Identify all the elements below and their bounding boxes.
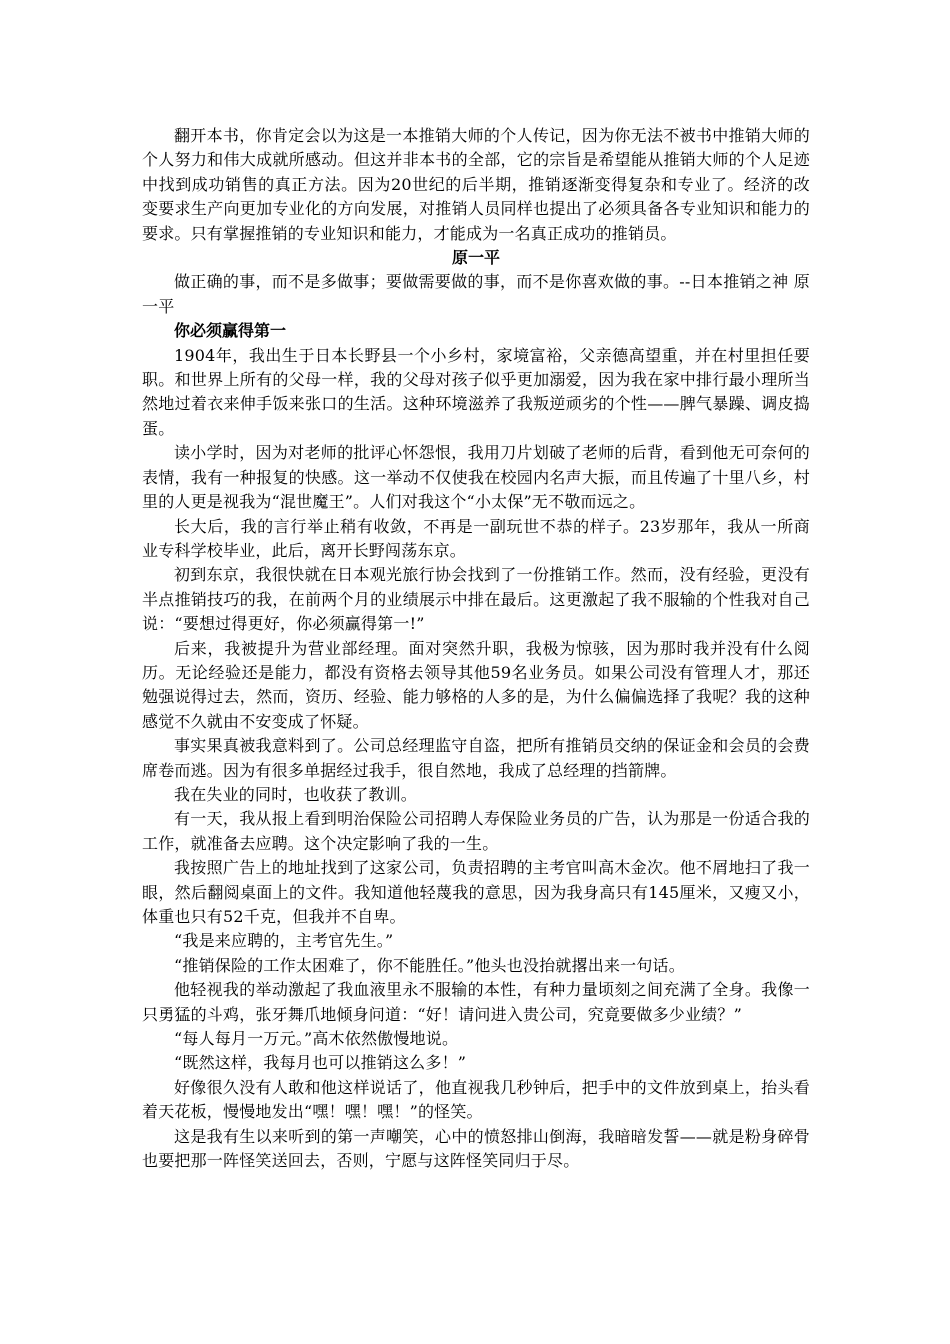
body-paragraph: 好像很久没有人敢和他这样说话了，他直视我几秒钟后，把手中的文件放到桌上，抬头看着天花板，慢慢地发出“嘿！嘿！嘿！”的怪笑。 [142,1077,810,1122]
author-heading: 原一平 [451,248,500,268]
body-paragraph: 他轻视我的举动激起了我血液里永不服输的本性，有种力量顷刻之间充满了全身。我像一只勇猛的斗鸡，张牙舞爪地倾身问道：“好！请问进入贵公司，究竟要做多少业绩？” [142,980,810,1024]
body-paragraph: 1904年，我出生于日本长野县一个小乡村，家境富裕，父亲德高望重，并在村里担任要职。和世界上所有的父母一样，我的父母对孩子似乎更加溺爱，因为我在家中排行最小理所当然地过着衣来伸手饭来张口的生活。这种环境滋养了我叛逆顽劣的个性——脾气暴躁、调皮捣蛋。 [142,345,810,438]
section-title: 你必须赢得第一 [174,321,287,341]
dialogue-paragraph: “推销保险的工作太困难了，你不能胜任。”他头也没抬就撂出来一句话。 [174,955,685,975]
body-paragraph: 读小学时，因为对老师的批评心怀怨恨，我用刀片划破了老师的后背，看到他无可奈何的表情，我有一种报复的快感。这一举动不仅使我在校园内名声大振，而且传遍了十里八乡，村里的人更是视我为“混世魔王”。人们对我这个“小太保”无不敬而远之。 [142,443,810,512]
body-paragraph: 这是我有生以来听到的第一声嘲笑，心中的愤怒排山倒海，我暗暗发誓——就是粉身碎骨也要把那一阵怪笑送回去，否则，宁愿与这阵怪笑同归于尽。 [142,1126,810,1171]
dialogue-paragraph: “我是来应聘的，主考官先生。” [174,931,394,951]
quote-paragraph: 做正确的事，而不是多做事；要做需要做的事，而不是你喜欢做的事。--日本推销之神 原一平 [142,272,810,316]
body-paragraph: 后来，我被提升为营业部经理。面对突然升职，我极为惊骇，因为那时我并没有什么阅历。无论经验还是能力，都没有资格去领导其他59名业务员。如果公司没有管理人才，那还勉强说得过去，然而，资历、经验、能力够格的人多的是，为什么偏偏选择了我呢？我的这种感觉不久就由不安变成了怀疑。 [142,638,810,731]
intro-paragraph: 翻开本书，你肯定会以为这是一本推销大师的个人传记，因为你无法不被书中推销大师的个人努力和伟大成就所感动。但这并非本书的全部，它的宗旨是希望能从推销大师的个人足迹中找到成功销售的真正方法。因为20世纪的后半期，推销逐渐变得复杂和专业了。经济的改变要求生产向更加专业化的方向发展，对推销人员同样也提出了必须具备各专业知识和能力的要求。只有掌握推销的专业知识和能力，才能成为一名真正成功的推销员。 [142,126,810,243]
dialogue-paragraph: “每人每月一万元。”高木依然傲慢地说。 [174,1029,459,1049]
body-paragraph: 长大后，我的言行举止稍有收敛，不再是一副玩世不恭的样子。23岁那年，我从一所商业专科学校毕业，此后，离开长野闯荡东京。 [142,516,810,560]
document-page [142,124,810,1173]
body-paragraph: 我按照广告上的地址找到了这家公司，负责招聘的主考官叫高木金次。他不屑地扫了我一眼，然后翻阅桌面上的文件。我知道他轻蔑我的意思，因为我身高只有145厘米，又瘦又小，体重也只有52千克，但我并不自卑。 [142,858,810,926]
body-paragraph: 初到东京，我很快就在日本观光旅行协会找到了一份推销工作。然而，没有经验，更没有半点推销技巧的我，在前两个月的业绩展示中排在最后。这更激起了我不服输的个性我对自己说：“要想过得更好，你必须赢得第一!” [142,565,810,634]
body-paragraph: 事实果真被我意料到了。公司总经理监守自盗，把所有推销员交纳的保证金和会员的会费席卷而逃。因为有很多单据经过我手，很自然地，我成了总经理的挡箭牌。 [142,736,810,780]
dialogue-paragraph: “既然这样，我每月也可以推销这么多！” [174,1053,467,1073]
body-paragraph: 有一天，我从报上看到明治保险公司招聘人寿保险业务员的广告，认为那是一份适合我的工作，就准备去应聘。这个决定影响了我的一生。 [142,809,810,853]
body-paragraph: 我在失业的同时，也收获了教训。 [174,784,418,804]
